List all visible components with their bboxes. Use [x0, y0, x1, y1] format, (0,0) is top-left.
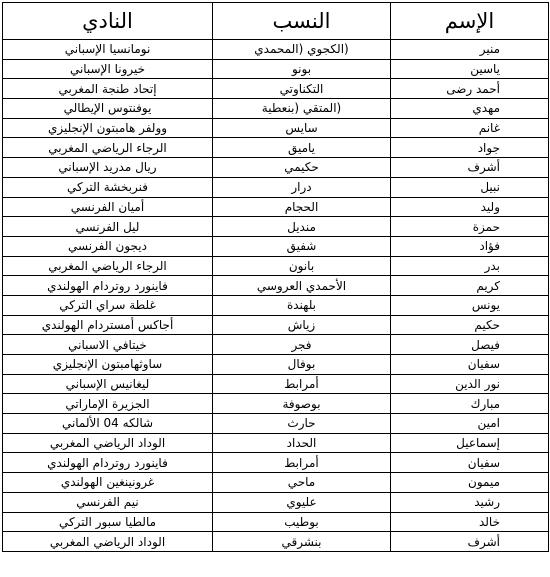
header-name: الإسم [391, 3, 549, 40]
player-lineage-cell: أمرابط [213, 374, 391, 394]
player-name-cell: أحمد رضى [391, 79, 549, 99]
player-name-cell: جواد [391, 138, 549, 158]
player-name-cell: حكيم [391, 315, 549, 335]
player-club-cell: ريال مدريد الإسباني [3, 158, 213, 178]
table-row [3, 236, 549, 256]
player-club-cell: نيم الفرنسي [3, 492, 213, 512]
player-club-cell: مالطيا سبور التركي [3, 512, 213, 532]
player-name-cell: ميمون [391, 473, 549, 493]
player-lineage-cell: بنشرقي [213, 532, 391, 552]
player-club-cell: الرجاء الرياضي المغربي [3, 256, 213, 276]
player-club-cell: ساوثهامبتون الإنجليزي [3, 355, 213, 375]
players-table-container [2, 2, 549, 552]
player-name-cell: أشرف [391, 158, 549, 178]
player-lineage-cell: (المتقي (بنعطية [213, 99, 391, 119]
table-row [3, 118, 549, 138]
player-name-cell: منير [391, 40, 549, 60]
player-name-cell: كريم [391, 276, 549, 296]
player-lineage-cell: أمرابط [213, 453, 391, 473]
table-row [3, 99, 549, 119]
table-row [3, 335, 549, 355]
player-lineage-cell: بوصوفة [213, 394, 391, 414]
player-name-cell: سفيان [391, 355, 549, 375]
player-club-cell: أجاكس أمستردام الهولندي [3, 315, 213, 335]
player-club-cell: فاينورد روتردام الهولندي [3, 276, 213, 296]
player-club-cell: الجزيرة الإماراتي [3, 394, 213, 414]
player-lineage-cell: بانون [213, 256, 391, 276]
player-name-cell: رشيد [391, 492, 549, 512]
player-club-cell: يوفنتوس الإيطالي [3, 99, 213, 119]
player-club-cell: نومانسيا الإسباني [3, 40, 213, 60]
player-name-cell: فيصل [391, 335, 549, 355]
table-row [3, 315, 549, 335]
table-row [3, 532, 549, 552]
player-lineage-cell: درار [213, 177, 391, 197]
player-name-cell: ياسين [391, 59, 549, 79]
player-club-cell: خيتافي الاسباني [3, 335, 213, 355]
player-club-cell: فاينورد روتردام الهولندي [3, 453, 213, 473]
player-lineage-cell: بوطيب [213, 512, 391, 532]
table-row [3, 197, 549, 217]
table-row [3, 394, 549, 414]
player-lineage-cell: سايس [213, 118, 391, 138]
header-club: النادي [3, 3, 213, 40]
table-row [3, 492, 549, 512]
table-row [3, 473, 549, 493]
player-lineage-cell: ياميق [213, 138, 391, 158]
table-row [3, 295, 549, 315]
table-body [3, 40, 549, 552]
player-club-cell: أميان الفرنسي [3, 197, 213, 217]
player-name-cell: امين [391, 414, 549, 434]
player-name-cell: بدر [391, 256, 549, 276]
player-club-cell: ليل الفرنسي [3, 217, 213, 237]
player-lineage-cell: الحداد [213, 433, 391, 453]
player-club-cell: غلطة سراي التركي [3, 295, 213, 315]
player-name-cell: أشرف [391, 532, 549, 552]
player-name-cell: خالد [391, 512, 549, 532]
player-lineage-cell: التكناوتي [213, 79, 391, 99]
player-name-cell: يونس [391, 295, 549, 315]
table-row [3, 374, 549, 394]
player-name-cell: مهدي [391, 99, 549, 119]
player-lineage-cell: الأحمدي العروسي [213, 276, 391, 296]
table-header [3, 3, 549, 40]
table-row [3, 512, 549, 532]
player-name-cell: غانم [391, 118, 549, 138]
header-lineage: النسب [213, 3, 391, 40]
player-lineage-cell: حكيمي [213, 158, 391, 178]
player-lineage-cell: حارث [213, 414, 391, 434]
player-lineage-cell: ماحي [213, 473, 391, 493]
table-row [3, 217, 549, 237]
table-row [3, 40, 549, 60]
player-club-cell: غرونينغين الهولندي [3, 473, 213, 493]
table-row [3, 79, 549, 99]
table-row [3, 453, 549, 473]
player-lineage-cell: بوفال [213, 355, 391, 375]
player-club-cell: الوداد الرياضي المغربي [3, 433, 213, 453]
players-table [2, 2, 549, 552]
player-name-cell: وليد [391, 197, 549, 217]
player-club-cell: الوداد الرياضي المغربي [3, 532, 213, 552]
player-club-cell: خيرونا الإسباني [3, 59, 213, 79]
player-name-cell: مبارك [391, 394, 549, 414]
player-lineage-cell: بلهندة [213, 295, 391, 315]
player-club-cell: فنربخشة التركي [3, 177, 213, 197]
player-lineage-cell: بونو [213, 59, 391, 79]
player-lineage-cell: عليوي [213, 492, 391, 512]
header-row [3, 3, 549, 40]
table-row [3, 433, 549, 453]
player-lineage-cell: شفيق [213, 236, 391, 256]
table-row [3, 414, 549, 434]
table-row [3, 158, 549, 178]
player-club-cell: الرجاء الرياضي المغربي [3, 138, 213, 158]
player-club-cell: إتحاد طنجة المغربي [3, 79, 213, 99]
player-club-cell: شالكه 04 الألماني [3, 414, 213, 434]
player-name-cell: إسماعيل [391, 433, 549, 453]
player-lineage-cell: فجر [213, 335, 391, 355]
player-name-cell: نبيل [391, 177, 549, 197]
player-lineage-cell: الحجام [213, 197, 391, 217]
player-name-cell: سفيان [391, 453, 549, 473]
player-lineage-cell: منديل [213, 217, 391, 237]
player-club-cell: ديجون الفرنسي [3, 236, 213, 256]
player-name-cell: فؤاد [391, 236, 549, 256]
table-row [3, 355, 549, 375]
table-row [3, 59, 549, 79]
player-lineage-cell: (الكجوي (المحمدي [213, 40, 391, 60]
table-row [3, 138, 549, 158]
player-club-cell: وولفر هامبتون الإنجليزي [3, 118, 213, 138]
player-club-cell: ليغانيس الإسباني [3, 374, 213, 394]
table-row [3, 177, 549, 197]
table-row [3, 256, 549, 276]
table-row [3, 276, 549, 296]
player-name-cell: نور الدين [391, 374, 549, 394]
player-lineage-cell: زياش [213, 315, 391, 335]
player-name-cell: حمزة [391, 217, 549, 237]
